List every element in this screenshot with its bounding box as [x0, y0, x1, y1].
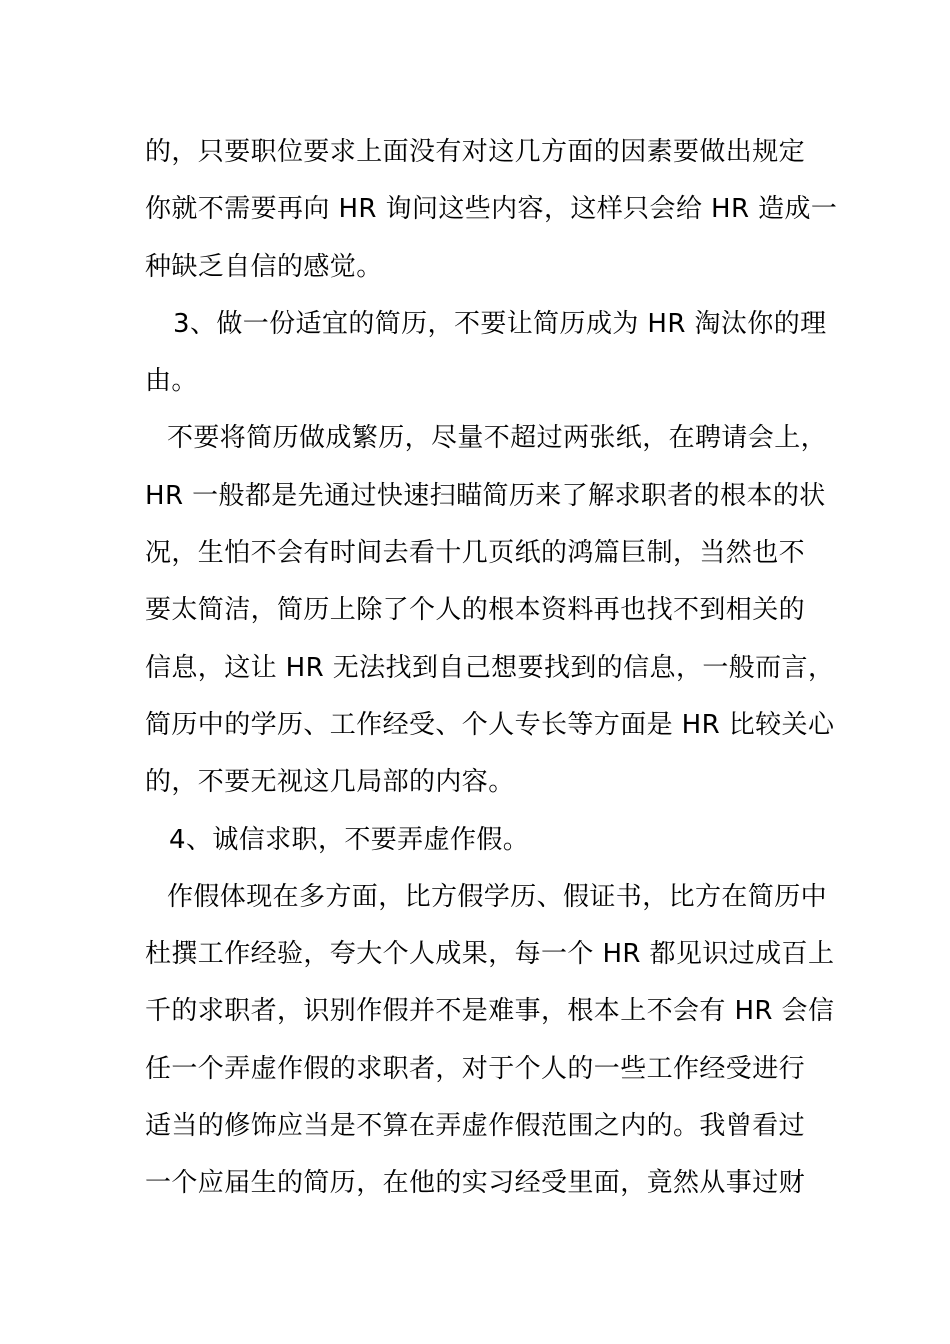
text-line: 杜撰工作经验，夸大个人成果，每一个 HR 都见识过成百上 [145, 939, 835, 970]
text-line: 种缺乏自信的感觉。 [145, 251, 383, 282]
text-line: 的，不要无视这几局部的内容。 [145, 767, 515, 798]
text-line: 的，只要职位要求上面没有对这几方面的因素要做出规定 [145, 137, 806, 167]
text-line: 要太简洁，简历上除了个人的根本资料再也找不到相关的 [145, 595, 806, 626]
text-line: 适当的修饰应当是不算在弄虚作假范围之内的。我曾看过 [145, 1111, 806, 1142]
paragraph-start: 不要将简历做成繁历，尽量不超过两张纸，在聘请会上， [167, 423, 828, 454]
text-line: 由。 [145, 366, 198, 397]
text-line: HR 一般都是先通过快速扫瞄简历来了解求职者的根本的状 [145, 480, 826, 511]
section-heading-3: 3、做一份适宜的简历，不要让简历成为 HR 淘汰你的理 [173, 308, 827, 339]
document-body [145, 124, 838, 1213]
text-line: 一个应届生的简历，在他的实习经受里面，竟然从事过财 [145, 1168, 806, 1199]
text-line: 千的求职者，识别作假并不是难事，根本上不会有 HR 会信 [145, 996, 835, 1027]
text-line: 况，生怕不会有时间去看十几页纸的鸿篇巨制，当然也不 [145, 538, 806, 569]
text-line: 你就不需要再向 HR 询问这些内容，这样只会给 HR 造成一 [145, 194, 838, 225]
text-line: 任一个弄虚作假的求职者，对于个人的一些工作经受进行 [145, 1053, 806, 1084]
text-line: 简历中的学历、工作经受、个人专长等方面是 HR 比较关心 [145, 709, 835, 740]
section-heading-4: 4、诚信求职，不要弄虚作假。 [169, 824, 530, 855]
text-line: 信息，这让 HR 无法找到自己想要找到的信息，一般而言， [145, 652, 835, 683]
paragraph-start: 作假体现在多方面，比方假学历、假证书，比方在简历中 [167, 881, 828, 912]
